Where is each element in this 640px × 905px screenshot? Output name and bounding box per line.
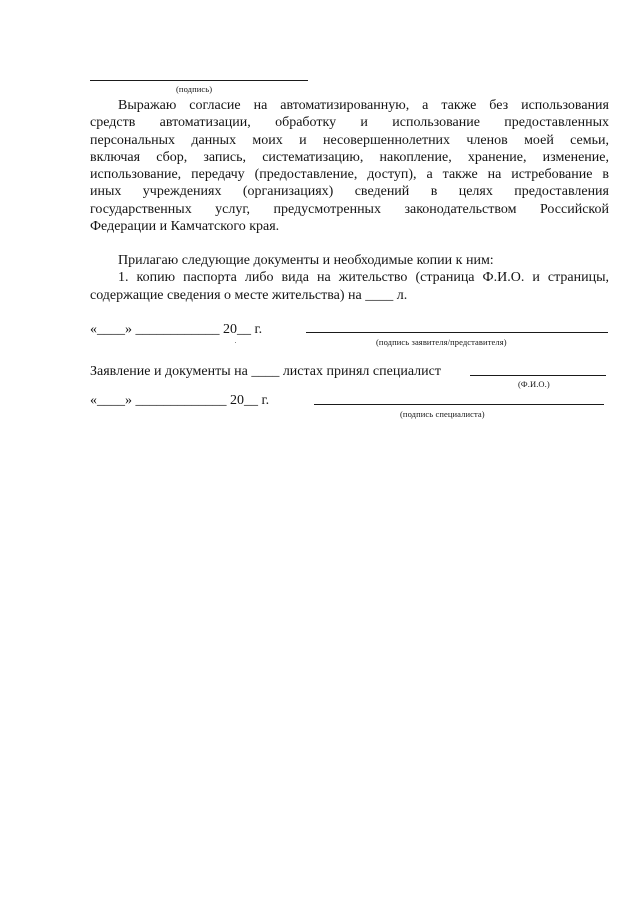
specialist-name-line <box>470 375 606 376</box>
specialist-signature-line <box>314 404 604 405</box>
consent-paragraph <box>90 97 609 235</box>
specialist-name-caption: (Ф.И.О.) <box>518 379 550 389</box>
consent-line-8: Федерации и Камчатского края. <box>90 219 280 235</box>
applicant-date: «____» ____________ 20__ г. <box>90 322 263 337</box>
scan-speck <box>235 342 236 343</box>
applicant-signature-caption: (подпись заявителя/представителя) <box>376 337 507 347</box>
attachments-intro: Прилагаю следующие документы и необходимые копии к ним: <box>118 253 494 268</box>
specialist-signature-caption: (подпись специалиста) <box>400 409 485 419</box>
signature-caption-top: (подпись) <box>176 84 213 94</box>
consent-line-5: использование, передачу (предоставление, доступ), а также на истребование в <box>90 167 609 183</box>
received-statement: Заявление и документы на ____ листах принял специалист <box>90 364 441 379</box>
consent-line-6: иных учреждениях (организациях) сведений в целях предоставления <box>90 184 609 200</box>
consent-line-3: персональных данных моих и несовершеннолетних членов моей семьи, <box>90 132 609 148</box>
signature-line-top <box>90 80 308 81</box>
consent-line-4: включая сбор, запись, систематизацию, накопление, хранение, изменение, <box>90 149 609 165</box>
consent-line-1: Выражаю согласие на автоматизированную, а также без использования <box>118 98 609 113</box>
consent-line-2: средств автоматизации, обработку и использование предоставленных <box>90 115 609 131</box>
consent-line-7: государственных услуг, предусмотренных законодательством Российской <box>90 201 609 217</box>
attachment-item-line-2: содержащие сведения о месте жительства) на ____ л. <box>90 287 408 303</box>
attachment-item-line-1: 1. копию паспорта либо вида на жительство (страница Ф.И.О. и страницы, <box>118 270 609 286</box>
attachments-block <box>90 252 609 304</box>
applicant-signature-line <box>306 332 608 333</box>
specialist-date: «____» _____________ 20__ г. <box>90 393 270 408</box>
